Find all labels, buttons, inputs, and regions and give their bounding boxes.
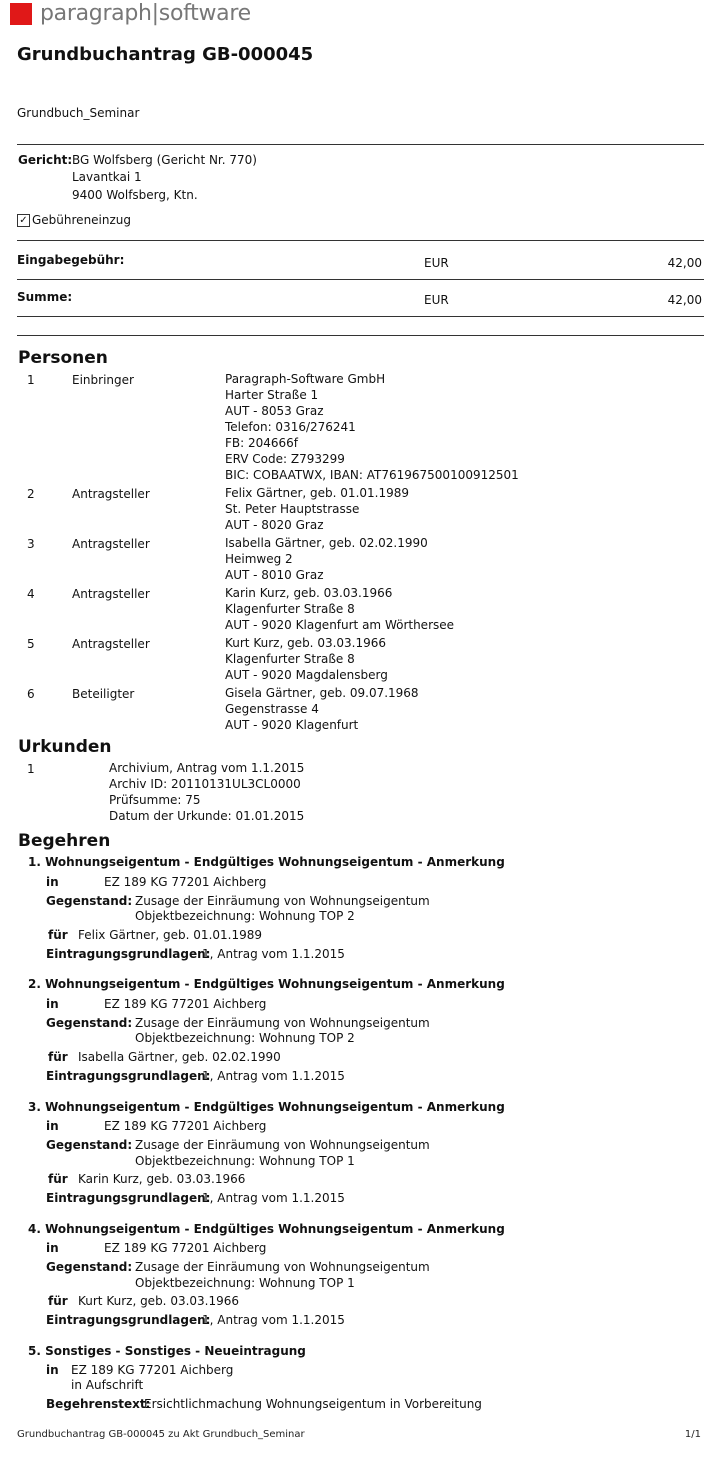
request-basis-label: Eintragungsgrundlagen: [46,1313,211,1327]
request-for-label: für [48,1294,68,1308]
request-for-value: Felix Gärtner, geb. 01.01.1989 [78,928,263,942]
request-subject-line: Objektbezeichnung: Wohnung TOP 2 [135,909,355,923]
person-num: 5 [27,637,35,651]
person-line: AUT - 8053 Graz [225,404,324,418]
fee-currency: EUR [424,293,449,307]
request-in-value: EZ 189 KG 77201 Aichberg [104,997,267,1011]
court-label: Gericht: [18,153,73,167]
person-line: St. Peter Hauptstrasse [225,502,360,516]
request-basis-value: 1, Antrag vom 1.1.2015 [202,947,345,961]
request-subject-line: Objektbezeichnung: Wohnung TOP 2 [135,1031,355,1045]
fee-amount: 42,00 [667,256,702,270]
person-line: AUT - 8010 Graz [225,568,324,582]
person-line: Gisela Gärtner, geb. 09.07.1968 [225,686,419,700]
person-line: ERV Code: Z793299 [225,452,345,466]
request-subject-label: Gegenstand: [46,1016,133,1030]
request-text-label: Begehrenstext: [46,1397,151,1411]
person-line: Klagenfurter Straße 8 [225,602,355,616]
person-line: Felix Gärtner, geb. 01.01.1989 [225,486,410,500]
person-num: 3 [27,537,35,551]
person-num: 2 [27,487,35,501]
court-line: BG Wolfsberg (Gericht Nr. 770) [72,153,257,167]
fee-label: Summe: [17,290,73,304]
person-num: 4 [27,587,35,601]
request-in-label: in [46,875,59,889]
document-line: Datum der Urkunde: 01.01.2015 [109,809,305,823]
request-for-value: Kurt Kurz, geb. 03.03.1966 [78,1294,240,1308]
request-subject-line: Zusage der Einräumung von Wohnungseigentum [135,1260,430,1274]
request-basis-label: Eintragungsgrundlagen: [46,947,211,961]
footer-text: Grundbuchantrag GB-000045 zu Akt Grundbuch_Seminar [17,1429,305,1440]
request-basis-label: Eintragungsgrundlagen: [46,1191,211,1205]
document-line: Prüfsumme: 75 [109,793,201,807]
requests-heading: Begehren [18,831,111,851]
person-num: 1 [27,373,35,387]
request-in-label: in [46,997,59,1011]
request-text-value: Ersichtlichmachung Wohnungseigentum in Vorbereitung [144,1397,482,1411]
request-subject-label: Gegenstand: [46,1138,133,1152]
person-line: Kurt Kurz, geb. 03.03.1966 [225,636,387,650]
request-in-label: in [46,1119,59,1133]
person-line: AUT - 9020 Magdalensberg [225,668,388,682]
request-for-value: Isabella Gärtner, geb. 02.02.1990 [78,1050,281,1064]
person-line: AUT - 9020 Klagenfurt [225,718,359,732]
fee-label: Eingabegebühr: [17,253,125,267]
documents-heading: Urkunden [18,737,112,757]
divider [17,144,704,145]
fee-currency: EUR [424,256,449,270]
person-role: Antragsteller [72,487,150,501]
request-basis-value: 1, Antrag vom 1.1.2015 [202,1191,345,1205]
document-line: Archivium, Antrag vom 1.1.2015 [109,761,305,775]
person-role: Einbringer [72,373,134,387]
request-in-value: EZ 189 KG 77201 Aichberg [71,1363,234,1377]
request-for-value: Karin Kurz, geb. 03.03.1966 [78,1172,246,1186]
divider [17,335,704,336]
request-in-label: in [46,1241,59,1255]
fee-checkbox-label: Gebühreneinzug [32,213,132,227]
person-role: Antragsteller [72,537,150,551]
page-title: Grundbuchantrag GB-000045 [17,44,314,65]
fee-checkbox[interactable]: ✓ [17,214,30,227]
request-title: 1. Wohnungseigentum - Endgültiges Wohnungseigentum - Anmerkung [28,855,505,869]
divider [17,240,704,241]
logo-mark [10,3,32,25]
court-line: 9400 Wolfsberg, Ktn. [72,188,198,202]
fee-amount: 42,00 [667,293,702,307]
person-line: Klagenfurter Straße 8 [225,652,355,666]
request-in-value: EZ 189 KG 77201 Aichberg [104,1241,267,1255]
person-line: FB: 204666f [225,436,299,450]
request-basis-value: 1, Antrag vom 1.1.2015 [202,1069,345,1083]
request-title: 3. Wohnungseigentum - Endgültiges Wohnungseigentum - Anmerkung [28,1100,505,1114]
request-basis-label: Eintragungsgrundlagen: [46,1069,211,1083]
persons-heading: Personen [18,348,108,368]
person-line: Heimweg 2 [225,552,293,566]
person-role: Antragsteller [72,587,150,601]
person-role: Antragsteller [72,637,150,651]
request-in-value: EZ 189 KG 77201 Aichberg [104,875,267,889]
request-subject-line: Objektbezeichnung: Wohnung TOP 1 [135,1276,355,1290]
person-line: AUT - 9020 Klagenfurt am Wörthersee [225,618,455,632]
request-in-label: in [46,1363,59,1377]
person-line: Paragraph-Software GmbH [225,372,386,386]
page-number: 1/1 [684,1429,701,1440]
request-for-label: für [48,928,68,942]
person-line: Harter Straße 1 [225,388,319,402]
logo-text: paragraph|software [40,1,251,26]
court-line: Lavantkai 1 [72,170,142,184]
request-subject-line: Zusage der Einräumung von Wohnungseigentum [135,1138,430,1152]
request-title: 5. Sonstiges - Sonstiges - Neueintragung [28,1344,306,1358]
person-line: Isabella Gärtner, geb. 02.02.1990 [225,536,428,550]
document-num: 1 [27,762,35,776]
request-for-label: für [48,1172,68,1186]
request-for-label: für [48,1050,68,1064]
request-title: 4. Wohnungseigentum - Endgültiges Wohnungseigentum - Anmerkung [28,1222,505,1236]
person-line: Karin Kurz, geb. 03.03.1966 [225,586,393,600]
person-line: Gegenstrasse 4 [225,702,319,716]
person-line: AUT - 8020 Graz [225,518,324,532]
request-subject-label: Gegenstand: [46,1260,133,1274]
request-in-value: in Aufschrift [71,1378,144,1392]
request-subject-label: Gegenstand: [46,894,133,908]
page-subtitle: Grundbuch_Seminar [17,106,140,120]
request-basis-value: 1, Antrag vom 1.1.2015 [202,1313,345,1327]
request-subject-line: Zusage der Einräumung von Wohnungseigentum [135,1016,430,1030]
divider [17,316,704,317]
person-num: 6 [27,687,35,701]
person-role: Beteiligter [72,687,135,701]
document-line: Archiv ID: 20110131UL3CL0000 [109,777,301,791]
request-title: 2. Wohnungseigentum - Endgültiges Wohnungseigentum - Anmerkung [28,977,505,991]
person-line: BIC: COBAATWX, IBAN: AT761967500100912501 [225,468,519,482]
person-line: Telefon: 0316/276241 [225,420,356,434]
request-in-value: EZ 189 KG 77201 Aichberg [104,1119,267,1133]
request-subject-line: Zusage der Einräumung von Wohnungseigentum [135,894,430,908]
divider [17,279,704,280]
request-subject-line: Objektbezeichnung: Wohnung TOP 1 [135,1154,355,1168]
